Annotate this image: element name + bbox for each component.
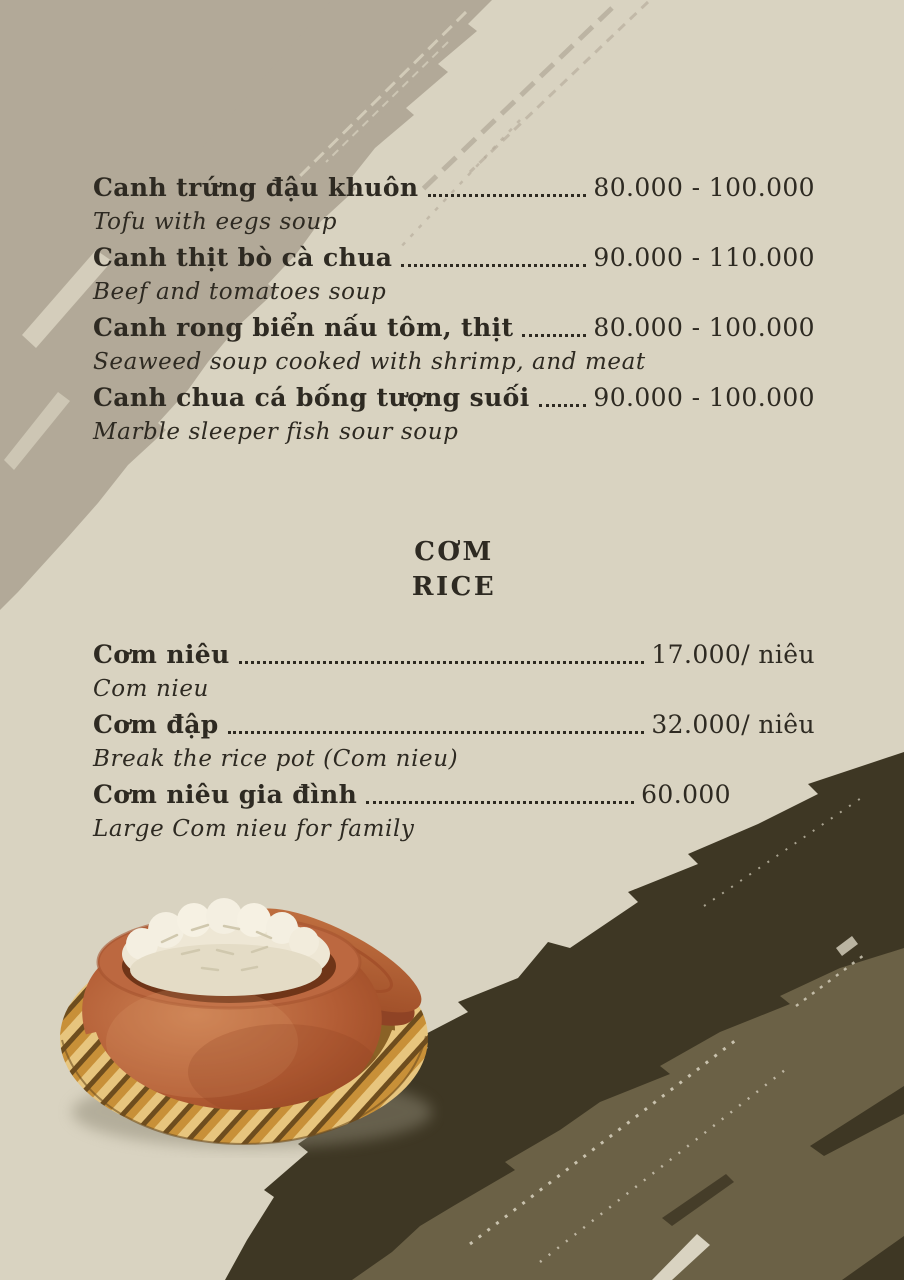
dish-price: 90.000 - 100.000: [593, 383, 815, 412]
menu-item-row: [93, 777, 815, 812]
dish-name-en: Large Com nieu for family: [93, 816, 415, 842]
dish-price: 80.000 - 100.000: [593, 313, 815, 342]
dish-price: 90.000 - 110.000: [593, 243, 815, 272]
dot-leader: [239, 661, 645, 664]
dish-name-vi: Canh thịt bò cà chua: [93, 243, 393, 272]
dot-leader: [539, 404, 587, 407]
dish-price: 17.000/ niêu: [651, 640, 815, 669]
dish-name-vi: Canh chua cá bống tượng suối: [93, 383, 530, 412]
dish-name-en: Marble sleeper fish sour soup: [93, 419, 459, 445]
dish-name-vi: Cơm đập: [93, 710, 219, 739]
dish-name-vi: Canh trứng đậu khuôn: [93, 173, 419, 202]
menu-item-row: [93, 240, 815, 275]
section-title-vi: CƠM: [414, 537, 494, 567]
menu-item-row: [93, 310, 815, 345]
dish-price: 32.000/ niêu: [651, 710, 815, 739]
dish-name-en: Beef and tomatoes soup: [93, 279, 387, 305]
dot-leader: [428, 194, 587, 197]
menu-item-row: [93, 637, 815, 672]
dot-leader: [401, 264, 586, 267]
dish-price: 60.000: [641, 780, 731, 809]
menu-item-row: [93, 170, 815, 205]
dot-leader: [522, 334, 586, 337]
dish-name-en: Break the rice pot (Com nieu): [93, 746, 459, 772]
dish-name-vi: Cơm niêu gia đình: [93, 780, 358, 809]
dish-name-vi: Canh rong biển nấu tôm, thịt: [93, 313, 514, 342]
dish-name-en: Tofu with eegs soup: [93, 209, 338, 235]
dot-leader: [366, 801, 634, 804]
dish-name-en: Com nieu: [93, 676, 209, 702]
menu-content: [93, 170, 815, 847]
rice-section-heading: [93, 535, 815, 605]
menu-item-row: [93, 380, 815, 415]
rice-mound: [122, 898, 330, 996]
dish-price: 80.000 - 100.000: [593, 173, 815, 202]
rice-pot-photo: [52, 880, 444, 1158]
dish-name-vi: Cơm niêu: [93, 640, 230, 669]
soup-items-group: [93, 170, 815, 450]
menu-item-row: [93, 707, 815, 742]
rice-items-group: [93, 637, 815, 847]
dot-leader: [228, 731, 645, 734]
dish-name-en: Seaweed soup cooked with shrimp, and meat: [93, 349, 646, 375]
section-title-en: RICE: [411, 572, 497, 602]
